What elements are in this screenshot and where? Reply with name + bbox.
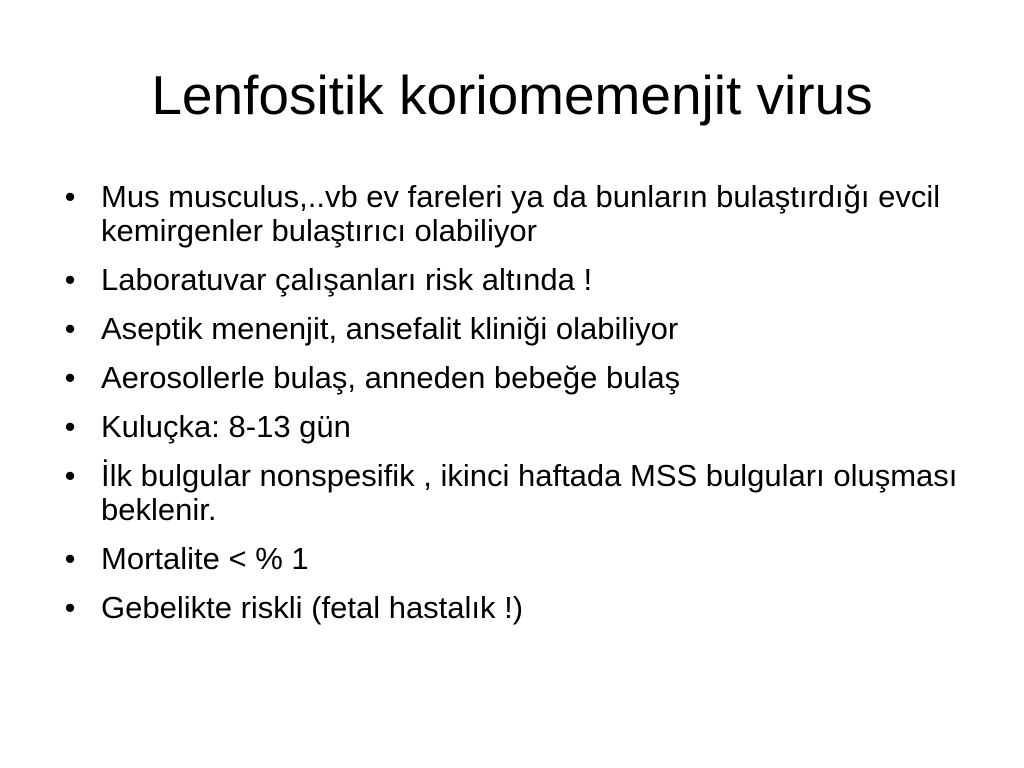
bullet-icon: •: [64, 590, 76, 625]
bullet-text: Aerosollerle bulaş, anneden bebeğe bulaş: [101, 360, 681, 395]
bullet-icon: •: [64, 311, 76, 346]
bullet-icon: •: [64, 541, 76, 576]
bullet-text: Gebelikte riskli (fetal hastalık !): [101, 590, 524, 625]
bullet-icon: •: [64, 179, 76, 214]
list-item: [60, 542, 1000, 576]
list-item: [60, 180, 1000, 248]
bullet-icon: •: [64, 360, 76, 395]
bullet-text: İlk bulgular nonspesifik , ikinci haftada MSS bulguları oluşması beklenir.: [101, 458, 958, 527]
list-item: [60, 591, 1000, 625]
bullet-text: Mortalite < % 1: [101, 541, 309, 576]
slide-title: Lenfositik koriomemenjit virus: [151, 64, 873, 126]
list-item: [60, 361, 1000, 395]
bullet-text: Aseptik menenjit, ansefalit kliniği olabiliyor: [101, 311, 679, 346]
list-item: [60, 410, 1000, 444]
list-item: [60, 263, 1000, 297]
bullet-icon: •: [64, 458, 76, 493]
bullet-text: Mus musculus,..vb ev fareleri ya da bunların bulaştırdığı evcil kemirgenler bulaştırıcı olabiliyor: [101, 179, 941, 248]
bullet-icon: •: [64, 409, 76, 444]
bullet-text: Laboratuvar çalışanları risk altında !: [101, 262, 593, 297]
bullet-text: Kuluçka: 8-13 gün: [101, 409, 351, 444]
bullet-list: [60, 180, 1000, 640]
list-item: [60, 312, 1000, 346]
list-item: [60, 459, 1000, 527]
bullet-icon: •: [64, 262, 76, 297]
